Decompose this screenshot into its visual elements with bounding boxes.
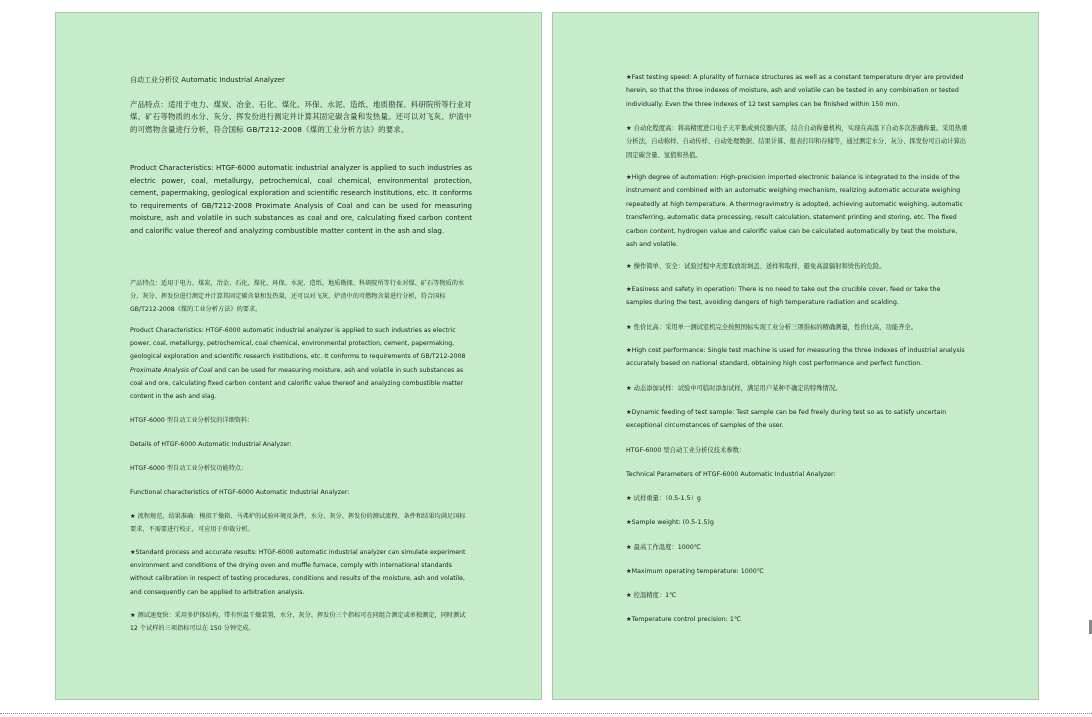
- automation-en: ★High degree of automation: High-precision imported electronic balance is integrated to the inside of the instrument and combined with an automatic weighing mechanism, realizing automatic accurate weighing repeatedly at high temperature. A thermogravimetry is adopted, achieving automatic weighing, automatic transferring, automatic data processing, result calculation, statement printing and storing, etc. The fixed carbon content, hydrogen value and calorific value can be calculated automatically by test the moisture, ash and volatile.: [626, 174, 964, 249]
- temp-precision-en: ★Temperature control precision: 1℃: [626, 616, 741, 623]
- en-intro-small-text-1: Product Characteristics: HTGF-6000 automatic industrial analyzer is applied to such industries as electric power, coal, metallurgy, petrochemical, coal chemical, environmental protection, cement, papermaking, geological exploration and scientific research institutions, etc. It conforms to requirements of GB/T212-2008: [130, 327, 466, 361]
- sample-weight-en: ★Sample weight: (0.5-1.5)g: [626, 519, 714, 526]
- standard-title-italic: Proximate Analysis of Coal: [130, 366, 213, 374]
- standard-process-en: ★Standard process and accurate results: HTGF-6000 automatic industrial analyzer can simulate experiment environment and conditions of the drying oven and muffle furnace, comply with international standards without calibration in respect of testing procedures, conditions and results of the moisture, ash and volatile, and consequently can be applied to arbitration analysis.: [130, 549, 466, 596]
- max-temperature-en: ★Maximum operating temperature: 1000℃: [626, 568, 764, 575]
- functional-heading-zh: HTGF-6000 型自动工业分析仪功能特点：: [130, 465, 248, 472]
- page-bottom-divider: [0, 713, 1092, 714]
- zh-intro-paragraph: 产品特点：适用于电力、煤炭、冶金、石化、煤化、环保、水泥、造纸、地质勘探、科研院所等行业对煤、矿石等物质的水分、灰分、挥发份进行测定并计算其固定碳含量和发热量。还可以对飞灰、炉渣中的可燃物含量进行分析，符合国标 GB/T212-2008《煤的工业分析方法》的要求。: [130, 100, 472, 134]
- zh-intro-small-paragraph: 产品特点：适用于电力、煤炭、冶金、石化、煤化、环保、水泥、造纸、地质勘探、科研院所等行业对煤、矿石等物质的水分、灰分、挥发份进行测定并计算其固定碳含量和发热量，还可以对飞灰、炉渣中的可燃物含量进行分析，符合国标 GB/T212-2008《煤的工业分析方法》的要求。: [130, 280, 465, 314]
- temp-precision-zh: ★ 控温精度：1℃: [626, 592, 677, 599]
- details-heading-zh: HTGF-6000 型自动工业分析仪的详细资料：: [130, 417, 254, 424]
- en-intro-small-paragraph: [130, 324, 470, 403]
- document-page-left: [55, 12, 542, 700]
- easy-safe-en: ★Easiness and safety in operation: There is no need to take out the crucible cover, feed or take the samples during the test, avoiding dangers of high temperature radiation and scalding.: [626, 286, 941, 307]
- tech-params-heading-en: Technical Parameters of HTGF-6000 Automatic Industrial Analyzer:: [626, 471, 836, 478]
- automation-zh: ★ 自动化程度高：将高精度进口电子天平集成到仪器内部，结合自动称量机构，实现在高温下自动多次准确称量。采用热重分析法，自动称样、自动传样、自动处理数据、结果计算、报表打印和存储等，通过测定水分、灰分、挥发份可自动计算出固定碳含量、氢值和热值。: [626, 125, 968, 159]
- functional-heading-en: Functional characteristics of HTGF-6000 Automatic Industrial Analyzer:: [130, 489, 350, 496]
- dynamic-feeding-zh: ★ 动态添加试样：试验中可临时添加试样，满足用户某种不确定的特殊情况。: [626, 385, 842, 392]
- dynamic-feeding-en: ★Dynamic feeding of test sample: Test sample can be fed freely during test so as to satisfy uncertain exceptional circumstances of samples of the user.: [626, 409, 947, 430]
- document-page-right: [552, 12, 1039, 700]
- fast-speed-zh: ★ 测试速度快：采用多炉体结构，带有恒温干燥装置，水分、灰分、挥发份三个指标可在同组合测定或单独测定，同时测试 12 个试样的三项指标可以在 150 分钟完成。: [130, 612, 466, 633]
- cost-performance-zh: ★ 性价比高：采用单一测试室机完全按照国标实现工业分析三项指标的精确测量，性价比高，功能齐全。: [626, 324, 918, 331]
- en-intro-paragraph: Product Characteristics: HTGF-6000 automatic industrial analyzer is applied to such industries as electric power, coal, metallurgy, petrochemical, coal chemical, environmental protection, cement, papermaking, geological exploration and scientific research institutions, etc. It conforms to requirements of GB/T212-2008 Proximate Analysis of Coal and can be used for measuring moisture, ash and volatile in such substances as coal and ore, calculating fixed carbon content and calorific value thereof and analyzing combustible matter content in the ash and slag.: [130, 164, 472, 235]
- en-intro-small-text-2: and can be used for measuring moisture, ash and volatile in such substances as coal and ore, calculating fixed carbon content and calorific value thereof and analyzing combustible matter content in the ash and slag.: [130, 366, 464, 401]
- tech-params-heading-zh: HTGF-6000 型自动工业分析仪技术参数：: [626, 447, 746, 454]
- standard-process-zh: ★ 流程规范、结果准确：模拟干燥箱、马弗炉的试验环境及条件，水分、灰分、挥发份的测试流程、条件和结果均满足国标要求，不需要进行校正，可应用于仲裁分析。: [130, 513, 466, 534]
- easy-safe-zh: ★ 操作简单、安全：试验过程中无需取放坩埚盖、送样和取样，避免高温辐射和烫伤的危险。: [626, 263, 886, 270]
- cost-performance-en: ★High cost performance: Single test machine is used for measuring the three indexes of industrial analysis accurately based on national standard, obtaining high cost performance and perfect function.: [626, 347, 965, 368]
- document-title: 自动工业分析仪 Automatic Industrial Analyzer: [130, 76, 285, 84]
- sample-weight-zh: ★ 试样重量：（0.5-1.5）g: [626, 495, 701, 502]
- fast-speed-en: ★Fast testing speed: A plurality of furnace structures as well as a constant temperature dryer are provided herein, so that the three indexes of moisture, ash and volatile can be tested in any combination or tested individually. Even the three indexes of 12 test samples can be finished within 150 min.: [626, 74, 964, 108]
- max-temperature-zh: ★ 最高工作温度：1000℃: [626, 544, 701, 551]
- details-heading-en: Details of HTGF-6000 Automatic Industrial Analyzer:: [130, 441, 292, 448]
